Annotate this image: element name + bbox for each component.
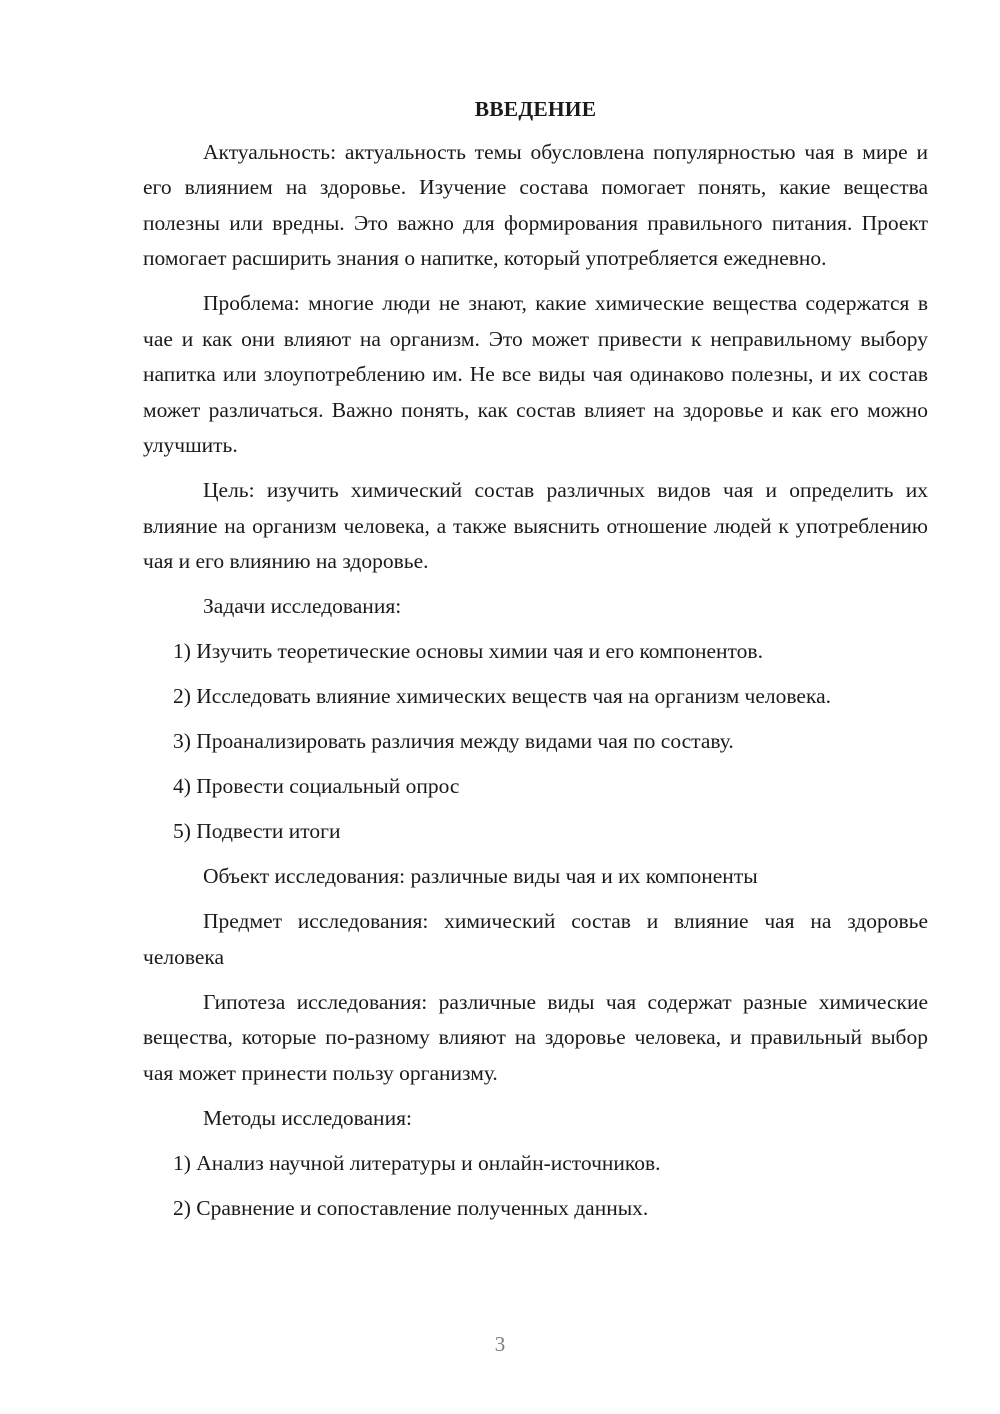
task-item: 1) Изучить теоретические основы химии чая и его компонентов. (173, 639, 763, 663)
task-item: 5) Подвести итоги (173, 819, 341, 843)
problem-paragraph: Проблема: многие люди не знают, какие химические вещества содержатся в чае и как они влияют на организм. Это может привести к неправильному выбору напитка или злоупотреблению им. Не все виды чая одинаково полезны, и их состав может различаться. Важно понять, как состав влияет на здоровье и как его можно улучшить. (143, 291, 928, 457)
page-number: 3 (494, 1332, 506, 1356)
relevance-paragraph: Актуальность: актуальность темы обусловлена популярностью чая в мире и его влиянием на здоровье. Изучение состава помогает понять, какие вещества полезны или вредны. Это важно для формирования правильного питания. Проект помогает расширить знания о напитке, который употребляется ежедневно. (143, 139, 928, 270)
method-item: 2) Сравнение и сопоставление полученных данных. (173, 1195, 649, 1220)
section-heading: ВВЕДЕНИЕ (474, 97, 597, 121)
subject-paragraph: Предмет исследования: химический состав и влияние чая на здоровье человека (143, 909, 928, 969)
hypothesis-paragraph: Гипотеза исследования: различные виды чая содержат разные химические вещества, которые по-разному влияют на здоровье человека, и правильный выбор чая может принести пользу организму. (143, 989, 928, 1085)
object-paragraph: Объект исследования: различные виды чая и их компоненты (203, 864, 758, 888)
task-item: 4) Провести социальный опрос (173, 774, 460, 798)
task-item: 3) Проанализировать различия между видами чая по составу. (173, 729, 734, 753)
task-item: 2) Исследовать влияние химических веществ чая на организм человека. (173, 684, 831, 708)
tasks-heading: Задачи исследования: (203, 594, 402, 618)
page-content (143, 92, 928, 1236)
goal-paragraph: Цель: изучить химический состав различных видов чая и определить их влияние на организм человека, а также выяснить отношение людей к употреблению чая и его влиянию на здоровье. (143, 478, 928, 573)
methods-heading: Методы исследования: (203, 1105, 412, 1130)
method-item: 1) Анализ научной литературы и онлайн-источников. (173, 1150, 661, 1175)
